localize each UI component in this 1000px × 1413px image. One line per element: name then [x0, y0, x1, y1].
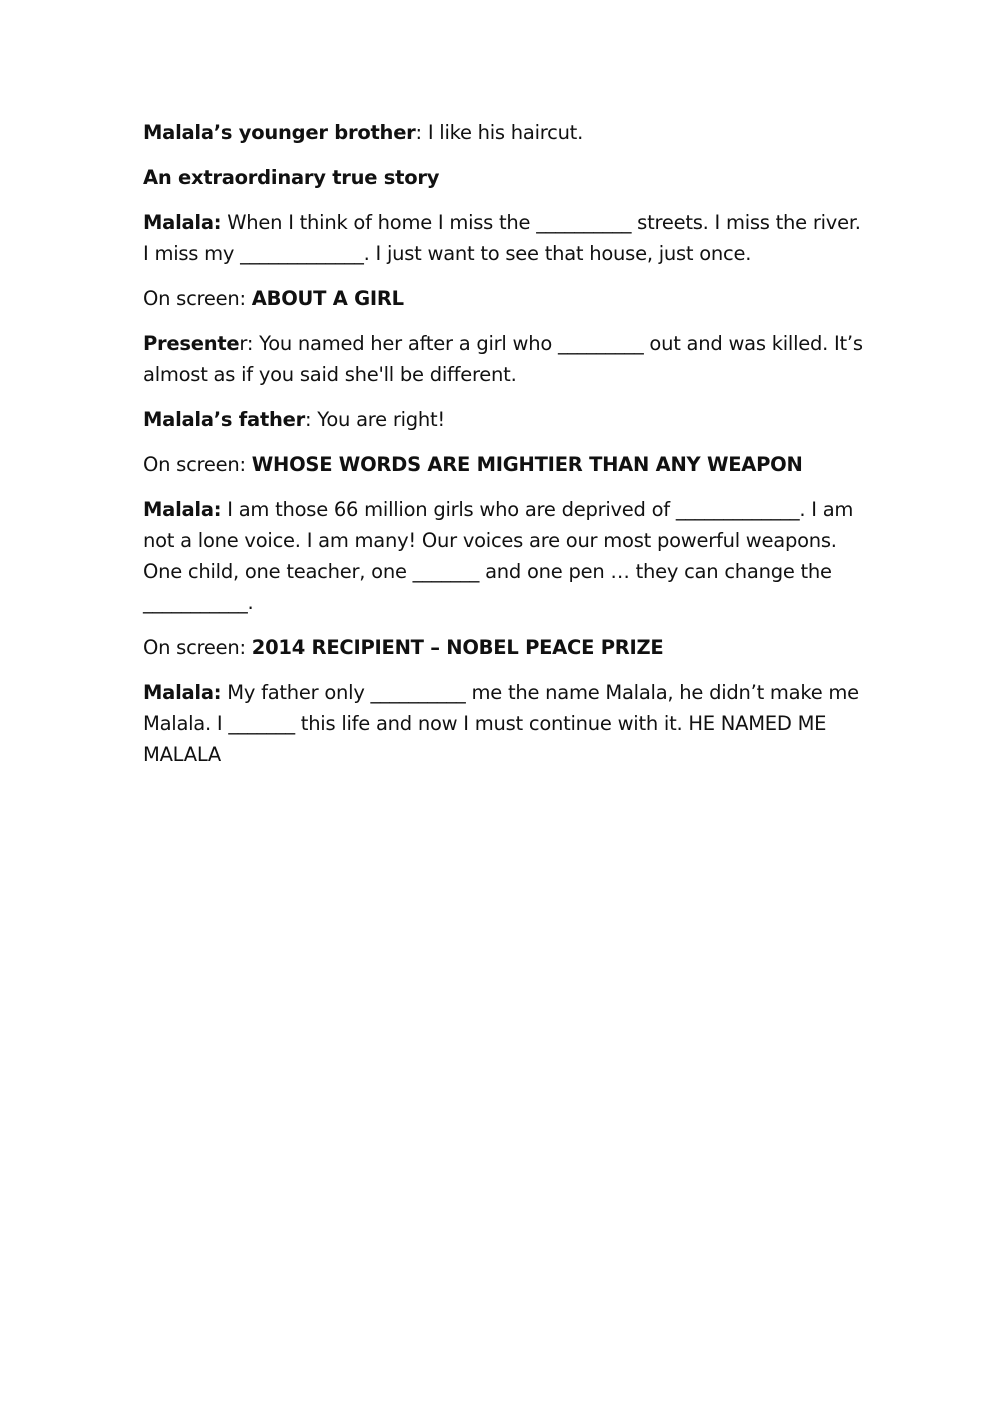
separator: :	[246, 332, 260, 355]
dialogue-text: I like his haircut.	[427, 121, 584, 144]
on-screen-caption: ABOUT A GIRL	[251, 287, 404, 310]
line-presenter	[143, 328, 863, 390]
on-screen-caption: 2014 RECIPIENT – NOBEL PEACE PRIZE	[251, 636, 664, 659]
separator: :	[305, 408, 318, 431]
speaker-label-bold: Presente	[143, 332, 240, 355]
speaker-label: Malala’s father	[143, 408, 305, 431]
separator: :	[415, 121, 428, 144]
line-malala-66-million	[143, 494, 863, 618]
dialogue-text: You are right!	[317, 408, 445, 431]
dialogue-text: You named her after a girl who _________ out and was killed. It’s almost as if you said she'll be different.	[143, 332, 863, 386]
line-on-screen-about-a-girl	[143, 283, 863, 314]
dialogue-text: I am those 66 million girls who are deprived of _____________. I am not a lone voice. I am many! Our voices are our most powerful weapons. One child, one teacher, one _______ and one pen … they can change the ___________.	[143, 498, 854, 614]
line-malala-father-named	[143, 677, 863, 770]
section-heading: An extraordinary true story	[143, 166, 440, 189]
speaker-label: Malala:	[143, 498, 222, 521]
worksheet-page	[143, 117, 863, 784]
on-screen-label: On screen:	[143, 636, 252, 659]
line-malala-father	[143, 404, 863, 435]
line-on-screen-words	[143, 449, 863, 480]
speaker-label: Malala:	[143, 681, 222, 704]
line-younger-brother	[143, 117, 863, 148]
speaker-label-rest: r	[239, 332, 247, 355]
speaker-label: Malala’s younger brother	[143, 121, 416, 144]
on-screen-caption: WHOSE WORDS ARE MIGHTIER THAN ANY WEAPON	[251, 453, 803, 476]
line-malala-home	[143, 207, 863, 269]
on-screen-label: On screen:	[143, 453, 252, 476]
dialogue-text: My father only __________ me the name Malala, he didn’t make me Malala. I _______ this life and now I must continue with it. HE NAMED ME MALALA	[143, 681, 859, 766]
dialogue-text: When I think of home I miss the __________ streets. I miss the river. I miss my _____________. I just want to see that house, just once.	[143, 211, 861, 265]
speaker-label: Malala:	[143, 211, 222, 234]
on-screen-label: On screen:	[143, 287, 252, 310]
line-on-screen-nobel	[143, 632, 863, 663]
